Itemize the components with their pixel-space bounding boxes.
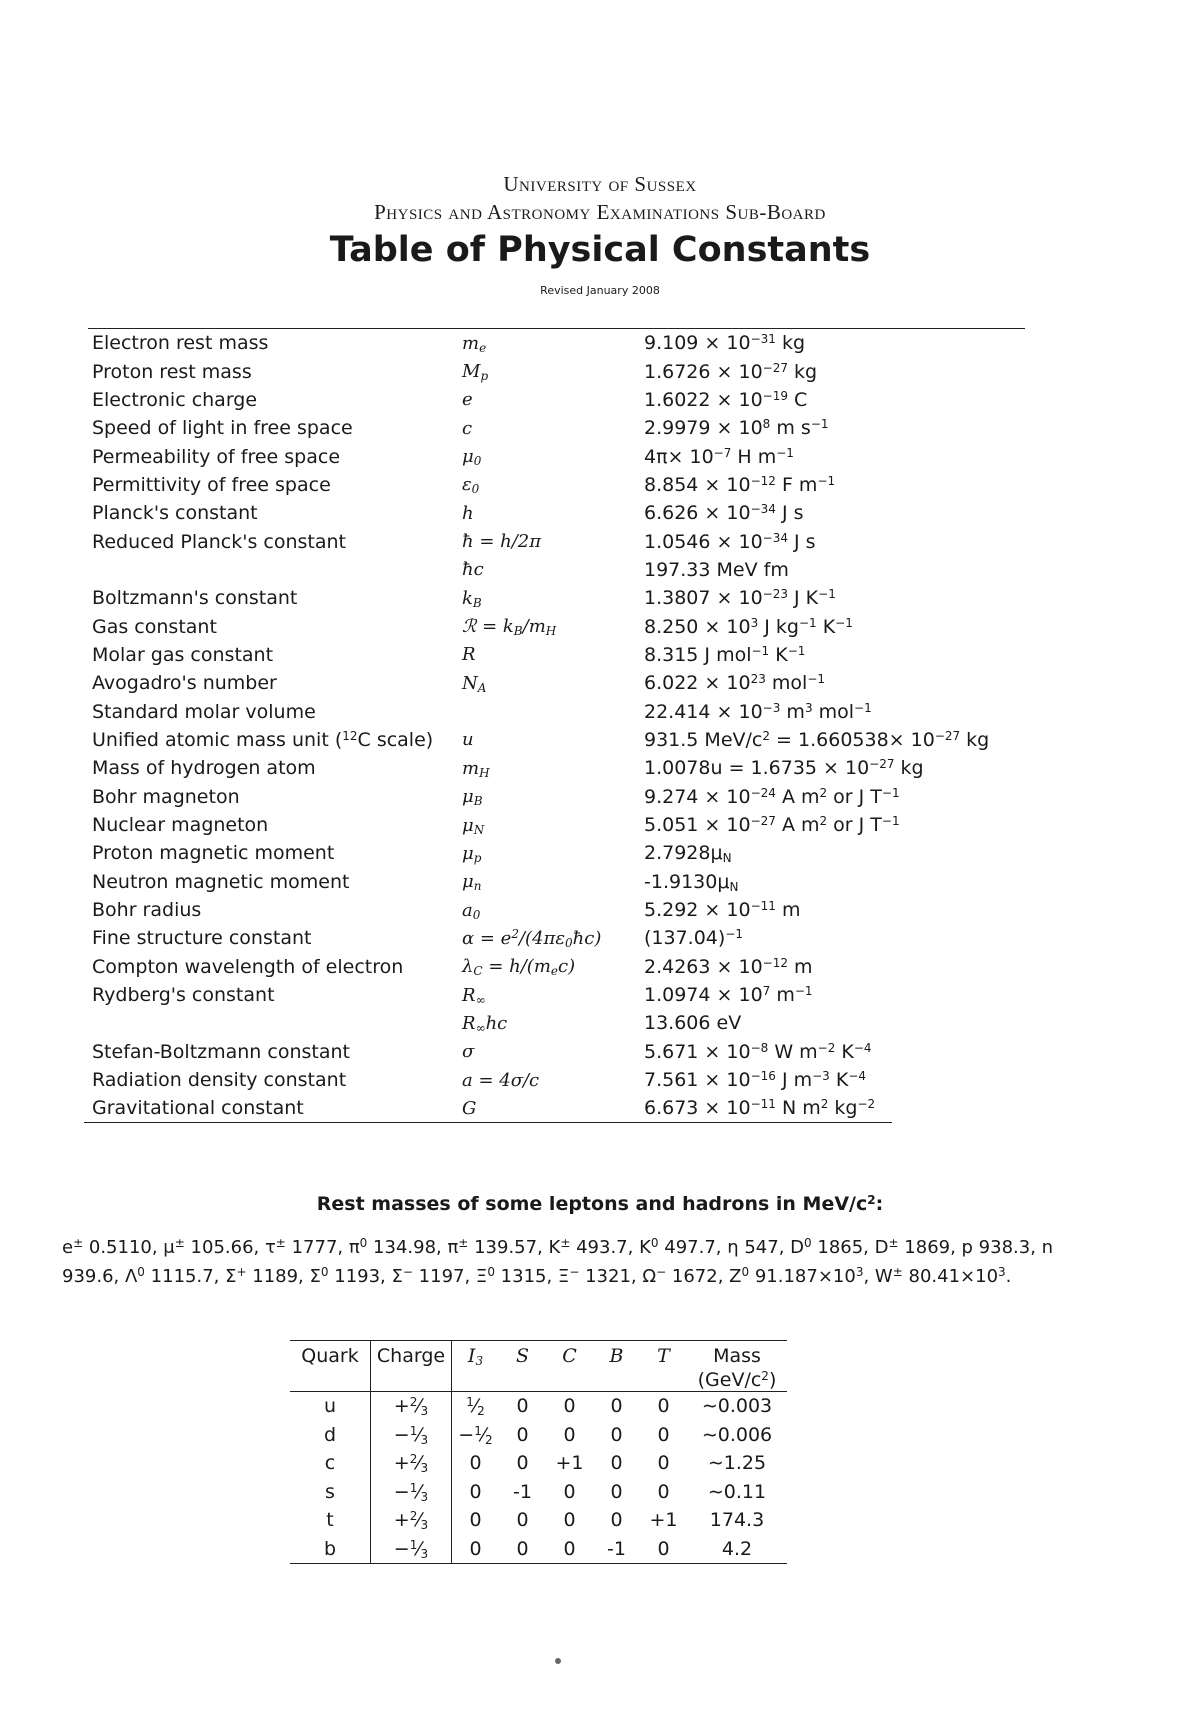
quark-charge: $+^2⁄_3$ (371, 1449, 452, 1478)
quark-isospin: 0 (469, 1509, 482, 1532)
constant-symbol: $\alpha = e^2/(4\pi\varepsilon_0ħc)$ (462, 926, 602, 950)
constant-value: $(137.04)^{-1}$ (644, 927, 744, 950)
constant-value: $1.3807 \times 10^{-23}$ J $K^{-1}$ (644, 587, 836, 610)
revision-date: Revised January 2008 (540, 284, 660, 297)
constants-table (92, 329, 1024, 1123)
quark-bottomness: 0 (610, 1480, 623, 1503)
constant-value: $6.673 \times 10^{-11}$ N $m^2$ $kg^{-2}$ (644, 1097, 876, 1120)
quark-topness: 0 (640, 1535, 687, 1564)
quark-strangeness: 0 (499, 1535, 546, 1564)
constant-value: $8.854 \times 10^{-12}$ F $m^{-1}$ (644, 473, 836, 496)
constant-symbol: ħ = h/2π (462, 531, 542, 553)
constant-symbol: $R_\infty$ (462, 984, 486, 1007)
constant-value: $1.0974 \times 10^7$ $m^{-1}$ (644, 984, 813, 1007)
constant-name: Reduced Planck's constant (92, 530, 347, 553)
quark-name: d (290, 1421, 371, 1450)
constant-symbol: $\mu_N$ (462, 814, 485, 837)
constant-symbol (462, 697, 644, 725)
header-bottomness: B (593, 1341, 640, 1392)
quark-topness: 0 (657, 1423, 670, 1446)
quark-bottomness: 0 (610, 1423, 623, 1446)
quark-mass: ∼0.006 (701, 1423, 773, 1446)
constant-name: Permeability of free space (92, 445, 341, 468)
constant-name: Proton rest mass (92, 360, 252, 383)
header-mass: Mass $(GeV/c^2)$ (687, 1341, 787, 1392)
constant-name: Neutron magnetic moment (92, 870, 350, 893)
constant-value: $22.414 \times 10^{-3}$ $m^3$ mol$^{-1}$ (644, 700, 872, 723)
constant-value: $6.626 \times 10^{-34}$ J s (644, 502, 804, 525)
quark-mass: 4.2 (687, 1535, 787, 1564)
page-title: Table of Physical Constants (329, 230, 871, 270)
constant-symbol: $M_p$ (462, 361, 489, 384)
quark-mass: ∼0.003 (701, 1395, 773, 1418)
constant-name: Speed of light in free space (92, 417, 353, 440)
quark-bottomness: 0 (610, 1452, 623, 1475)
quark-charge: $-^1⁄_3$ (371, 1421, 452, 1450)
constant-name (92, 556, 462, 584)
constant-name: Electron rest mass (92, 332, 269, 355)
constant-symbol: $\mu_B$ (462, 786, 483, 809)
constant-value: $2.9979 \times 10^8$ m $s^{-1}$ (644, 417, 829, 440)
quark-charm: 0 (563, 1480, 576, 1503)
constant-row (92, 329, 1024, 357)
constant-row (92, 1066, 1024, 1094)
constant-symbol: e (462, 389, 473, 411)
quark-row (290, 1535, 787, 1564)
constant-value: $2.7928\mu_N$ (644, 842, 732, 866)
constant-value: $4\pi\times 10^{-7}$ H $m^{-1}$ (644, 445, 794, 468)
constant-name: Permittivity of free space (92, 473, 331, 496)
constant-row (92, 556, 1024, 584)
quark-topness: 0 (657, 1480, 670, 1503)
constant-symbol: ħc (462, 559, 484, 581)
header-charm: C (546, 1341, 593, 1392)
constant-symbol: G (462, 1097, 477, 1119)
constant-symbol: ℛ = $k_B/m_H$ (462, 616, 557, 639)
constant-value: 13.606 eV (644, 1012, 742, 1035)
quark-isospin: 0 (452, 1535, 500, 1564)
constant-row (92, 953, 1024, 981)
constant-symbol: c (462, 417, 473, 439)
constant-symbol: a = 4σ/c (462, 1069, 540, 1091)
constant-value: $1.6022 \times 10^{-19}$ C (644, 388, 808, 411)
quark-topness: 0 (657, 1452, 670, 1475)
quark-strangeness: 0 (516, 1452, 529, 1475)
constant-name: Proton magnetic moment (92, 842, 335, 865)
page-mark (555, 1658, 561, 1664)
constant-symbol: $\mu_p$ (462, 842, 482, 865)
quark-name: b (290, 1535, 371, 1564)
constant-name (92, 1009, 462, 1037)
quark-row (290, 1392, 787, 1421)
constant-name: Compton wavelength of electron (92, 955, 404, 978)
quark-charm: 0 (563, 1423, 576, 1446)
quark-name: s (290, 1478, 371, 1507)
header-isospin: $I_3$ (452, 1341, 500, 1392)
quark-mass: ∼0.11 (707, 1480, 767, 1503)
constant-value: $8.250 \times 10^3$ J $kg^{-1}$ $K^{-1}$ (644, 615, 853, 638)
constant-name: Molar gas constant (92, 643, 274, 666)
header-strangeness: S (499, 1341, 546, 1392)
quark-charm: 0 (563, 1509, 576, 1532)
constant-name: Planck's constant (92, 502, 258, 525)
constant-name: Gas constant (92, 615, 217, 638)
constant-row (92, 811, 1024, 839)
constant-symbol: R (462, 644, 476, 666)
constant-value: $5.292 \times 10^{-11}$ m (644, 899, 801, 922)
quark-charge: $+^2⁄_3$ (371, 1392, 452, 1421)
quark-charge: $+^2⁄_3$ (371, 1506, 452, 1535)
constant-value: $1.6726 \times 10^{-27}$ kg (644, 360, 818, 383)
header-quark: Quark (290, 1341, 371, 1392)
constant-row (92, 357, 1024, 385)
quark-row (290, 1506, 787, 1535)
constant-row (92, 1094, 1024, 1122)
constant-name: Boltzmann's constant (92, 587, 298, 610)
quark-bottomness: 0 (610, 1395, 623, 1418)
constant-symbol: $N_A$ (462, 672, 487, 695)
constant-row (92, 414, 1024, 442)
constant-value: $-1.9130\mu_N$ (644, 870, 739, 894)
quark-charm: +1 (555, 1452, 584, 1475)
header-topness: T (640, 1341, 687, 1392)
quark-strangeness: 0 (516, 1423, 529, 1446)
constant-value: $1.0078u = 1.6735 \times 10^{-27}$ kg (644, 757, 924, 780)
table-bottom-rule (84, 1122, 892, 1123)
constant-row (92, 839, 1024, 867)
constant-row (92, 783, 1024, 811)
constant-name: Gravitational constant (92, 1097, 304, 1120)
constant-name: Standard molar volume (92, 700, 316, 723)
constant-name: Electronic charge (92, 388, 258, 411)
constant-symbol: $m_e$ (462, 332, 487, 355)
constant-name: Avogadro's number (92, 672, 277, 695)
constant-value: $9.274 \times 10^{-24}$ A $m^2$ or J $T^{-1}$ (644, 785, 900, 808)
constant-name: Radiation density constant (92, 1069, 347, 1092)
constant-name: Bohr magneton (92, 785, 240, 808)
quark-isospin: $-^1⁄_2$ (458, 1423, 493, 1447)
constant-row (92, 527, 1024, 555)
quark-bottomness: 0 (610, 1509, 623, 1532)
constant-symbol: $m_H$ (462, 757, 490, 780)
constant-symbol: $\mu_0$ (462, 446, 482, 469)
quark-row (290, 1449, 787, 1478)
quark-mass: ∼1.25 (707, 1452, 767, 1475)
constant-value: $7.561 \times 10^{-16}$ J $m^{-3}$ $K^{-4}$ (644, 1069, 867, 1092)
constant-row (92, 669, 1024, 697)
constant-row (92, 868, 1024, 896)
constant-symbol: σ (462, 1041, 475, 1063)
quark-charge: $-^1⁄_3$ (371, 1535, 452, 1564)
constant-value: 197.33 MeV fm (644, 558, 789, 581)
constant-symbol: $R_\infty hc$ (462, 1012, 508, 1035)
constant-value: $5.671 \times 10^{-8}$ W $m^{-2}$ $K^{-4}$ (644, 1040, 872, 1063)
rest-masses-heading: Rest masses of some leptons and hadrons in MeV/$c^2$: (316, 1193, 884, 1215)
constant-row (92, 442, 1024, 470)
constant-name: Nuclear magneton (92, 814, 269, 837)
constant-row (92, 697, 1024, 725)
quark-isospin: 0 (469, 1452, 482, 1475)
constant-name: Rydberg's constant (92, 984, 275, 1007)
constant-name: Unified atomic mass unit ($^{12}$C scale) (92, 728, 434, 751)
quark-strangeness: 0 (516, 1509, 529, 1532)
constant-symbol: $\varepsilon_0$ (462, 474, 480, 497)
quark-topness: 0 (657, 1395, 670, 1418)
constant-row (92, 726, 1024, 754)
quark-name: u (290, 1392, 371, 1421)
constant-row (92, 641, 1024, 669)
constant-name: Mass of hydrogen atom (92, 757, 316, 780)
constant-row (92, 584, 1024, 612)
quark-name: t (290, 1506, 371, 1535)
quark-name: c (290, 1449, 371, 1478)
constant-value: $2.4263 \times 10^{-12}$ m (644, 955, 813, 978)
quark-bottomness: -1 (593, 1535, 640, 1564)
constant-row (92, 924, 1024, 952)
constant-symbol: $\mu_n$ (462, 871, 482, 894)
constant-row (92, 1009, 1024, 1037)
constant-row (92, 896, 1024, 924)
quark-strangeness: 0 (516, 1395, 529, 1418)
constant-row (92, 981, 1024, 1009)
constant-row (92, 754, 1024, 782)
quark-table (290, 1340, 787, 1564)
constant-value: $9.109 \times 10^{-31}$ kg (644, 332, 806, 355)
constant-row (92, 471, 1024, 499)
quark-row (290, 1421, 787, 1450)
quark-mass: 174.3 (709, 1509, 765, 1532)
constant-symbol: $\lambda_C = h/(m_ec)$ (462, 956, 576, 979)
quark-isospin: $^1⁄_2$ (466, 1395, 485, 1419)
constant-value: $5.051 \times 10^{-27}$ A $m^2$ or J $T^{-1}$ (644, 814, 900, 837)
constant-value: $1.0546 \times 10^{-34}$ J s (644, 530, 816, 553)
constant-symbol: h (462, 502, 474, 524)
quark-charge: $-^1⁄_3$ (371, 1478, 452, 1507)
constant-row (92, 386, 1024, 414)
quark-charm: 0 (546, 1535, 593, 1564)
quark-topness: +1 (649, 1509, 678, 1532)
constant-value: 8.315 J mol$^{-1}$ $K^{-1}$ (644, 643, 806, 666)
quark-isospin: 0 (469, 1480, 482, 1503)
constant-value: 931.5 MeV/$c^2 = 1.660538\times 10^{-27}$ kg (644, 728, 990, 751)
constant-row (92, 612, 1024, 640)
quark-strangeness: -1 (513, 1480, 532, 1503)
university-name: University of Sussex (503, 172, 697, 196)
constant-symbol: u (462, 729, 474, 751)
constant-row (92, 499, 1024, 527)
quark-charm: 0 (563, 1395, 576, 1418)
constant-value: $6.022 \times 10^{23}$ mol$^{-1}$ (644, 672, 826, 695)
constant-row (92, 1038, 1024, 1066)
mass-unit: $(GeV/c^2)$ (697, 1369, 777, 1391)
rest-masses-list: e± 0.5110, μ± 105.66, τ± 1777, $\pi^0$ 134.98, π± 139.57, K± 493.7, $K^0$ 497.7, η 547, $D^0$ 1865, D± 1869, p 938.3, n 939.6, $\Lambda^0$ 1115.7, Σ+ 1189, $\Sigma^0$ 1193, Σ− 1197, $\Xi^0$ 1315, Ξ− 1321, Ω− 1672, $Z^0$ $91.187\times 10^3$, W± $80.41\times 10^3$. (62, 1236, 1054, 1287)
constant-symbol: $a_0$ (462, 899, 481, 922)
examination-board: Physics and Astronomy Examinations Sub-Board (374, 200, 826, 224)
quark-row (290, 1478, 787, 1507)
header-charge: Charge (371, 1341, 452, 1392)
quark-table-container (290, 1340, 814, 1564)
constant-name: Fine structure constant (92, 927, 312, 950)
constant-symbol: $k_B$ (462, 587, 482, 610)
constant-name: Stefan-Boltzmann constant (92, 1040, 350, 1063)
constant-name: Bohr radius (92, 899, 202, 922)
